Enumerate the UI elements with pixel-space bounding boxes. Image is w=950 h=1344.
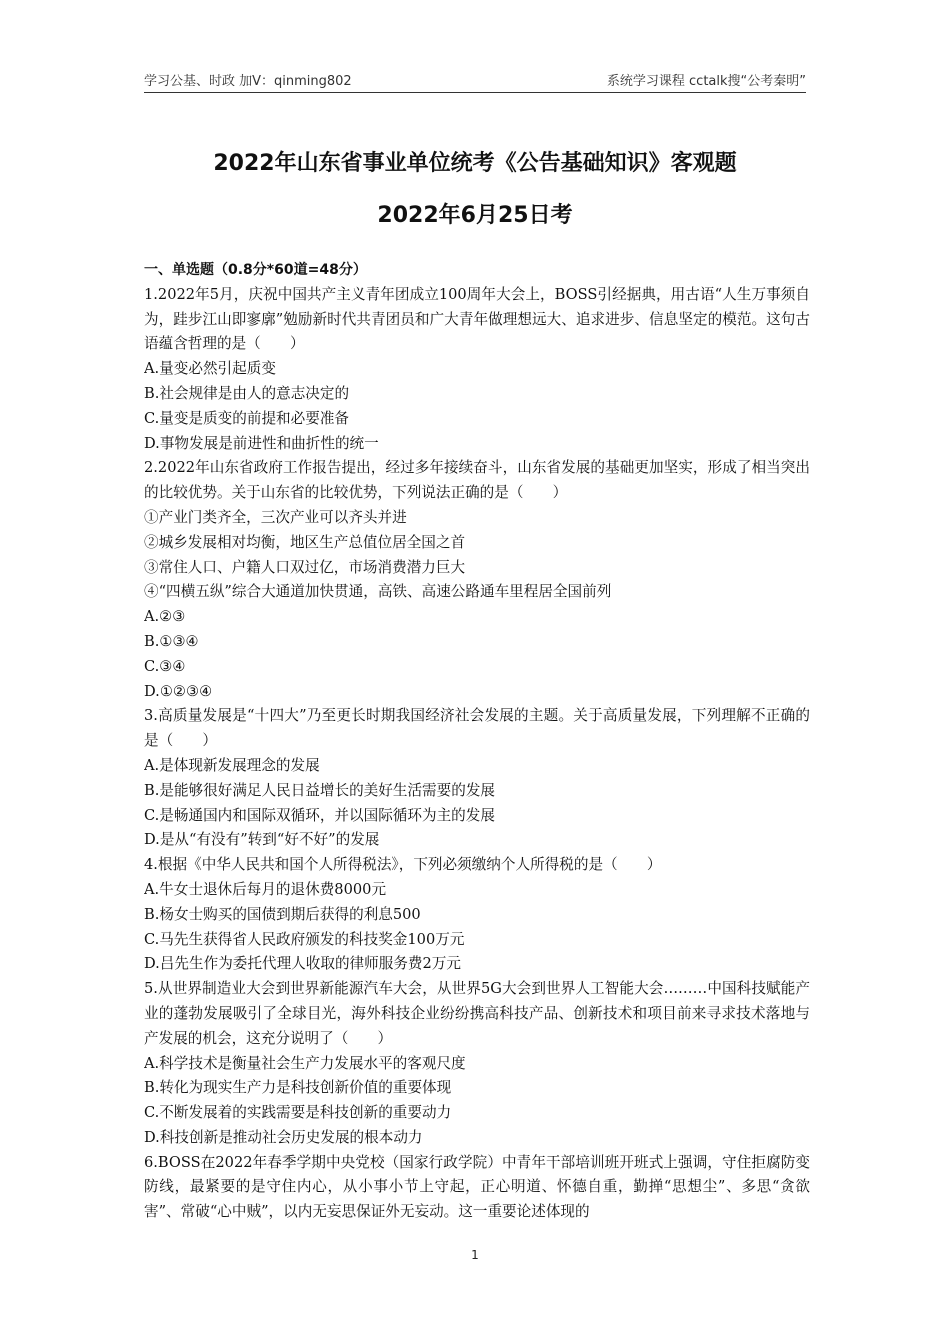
option-b: B.转化为现实生产力是科技创新价值的重要体现 — [144, 1079, 452, 1097]
option-c: C.不断发展着的实践需要是科技创新的重要动力 — [144, 1104, 452, 1122]
option-d: D.科技创新是推动社会历史发展的根本动力 — [144, 1128, 423, 1146]
question-3 — [144, 704, 810, 853]
option-d: D.是从“有没有”转到“好不好”的发展 — [144, 831, 380, 849]
option-c: C.是畅通国内和国际双循环，并以国际循环为主的发展 — [144, 806, 495, 824]
option-a: A.是体现新发展理念的发展 — [144, 756, 320, 774]
option-c: C.量变是质变的前提和必要准备 — [144, 409, 350, 427]
page-header — [144, 66, 806, 93]
option-d: D.①②③④ — [144, 682, 213, 700]
header-right-text: 系统学习课程 cctalk搜“公考秦明” — [606, 74, 806, 89]
header-left-text: 学习公基、时政 加V：qinming802 — [144, 74, 352, 89]
document-title: 2022年山东省事业单位统考《公告基础知识》客观题 — [213, 151, 737, 176]
option-a: A.科学技术是衡量社会生产力发展水平的客观尺度 — [144, 1054, 466, 1072]
statement-4: ④“四横五纵”综合大通道加快贯通，高铁、高速公路通车里程居全国前列 — [144, 583, 612, 601]
question-5 — [144, 977, 810, 1151]
question-stem: 6.BOSS在2022年春季学期中央党校（国家行政学院）中青年干部培训班开班式上强调，守住拒腐防变防线，最紧要的是守住内心，从小事小节上守起，正心明道、怀德自重，勤掸“思想尘”、多思“贪欲害”、常破“心中贼”，以内无妄思保证外无妄动。这一重要论述体现的 — [144, 1153, 810, 1221]
section-heading: 一、单选题（0.8分*60道=48分） — [144, 262, 367, 278]
statement-1: ①产业门类齐全，三次产业可以齐头并进 — [144, 508, 407, 526]
question-stem: 3.高质量发展是“十四大”乃至更长时期我国经济社会发展的主题。关于高质量发展，下列理解不正确的是（ ） — [144, 707, 810, 750]
option-c: C.马先生获得省人民政府颁发的科技奖金100万元 — [144, 930, 465, 948]
option-c: C.③④ — [144, 657, 186, 675]
option-b: B.社会规律是由人的意志决定的 — [144, 384, 350, 402]
document-subtitle: 2022年6月25日考 — [377, 203, 573, 228]
statement-2: ②城乡发展相对均衡，地区生产总值位居全国之首 — [144, 533, 466, 551]
page-number: 1 — [471, 1248, 479, 1262]
question-stem: 1.2022年5月，庆祝中国共产主义青年团成立100周年大会上，BOSS引经据典，用古语“人生万事须自为，跬步江山即寥廓”勉励新时代共青团员和广大青年做理想远大、追求进步、信息坚定的模范。这句古语蕴含哲理的是（ ） — [144, 285, 810, 353]
option-d: D.事物发展是前进性和曲折性的统一 — [144, 434, 379, 452]
option-a: A.②③ — [144, 608, 186, 626]
question-stem: 2.2022年山东省政府工作报告提出，经过多年接续奋斗，山东省发展的基础更加坚实，形成了相当突出的比较优势。关于山东省的比较优势，下列说法正确的是（ ） — [144, 459, 810, 502]
option-b: B.杨女士购买的国债到期后获得的利息500 — [144, 905, 421, 923]
document-body — [144, 258, 810, 1225]
question-4 — [144, 853, 810, 977]
question-1 — [144, 283, 810, 457]
option-d: D.吕先生作为委托代理人收取的律师服务费2万元 — [144, 955, 461, 973]
question-6 — [144, 1151, 810, 1225]
question-stem: 5.从世界制造业大会到世界新能源汽车大会，从世界5G大会到世界人工智能大会………中国科技赋能产业的蓬勃发展吸引了全球目光，海外科技企业纷纷携高科技产品、创新技术和项目前来寻求技术落地与产发展的机会，这充分说明了（ ） — [144, 980, 810, 1047]
question-stem: 4.根据《中华人民共和国个人所得税法》，下列必须缴纳个人所得税的是（ ） — [144, 856, 662, 874]
option-b: B.①③④ — [144, 632, 199, 650]
option-a: A.量变必然引起质变 — [144, 360, 276, 378]
statement-3: ③常住人口、户籍人口双过亿，市场消费潜力巨大 — [144, 558, 466, 576]
option-b: B.是能够很好满足人民日益增长的美好生活需要的发展 — [144, 781, 496, 799]
question-2 — [144, 456, 810, 704]
option-a: A.牛女士退休后每月的退休费8000元 — [144, 880, 387, 898]
